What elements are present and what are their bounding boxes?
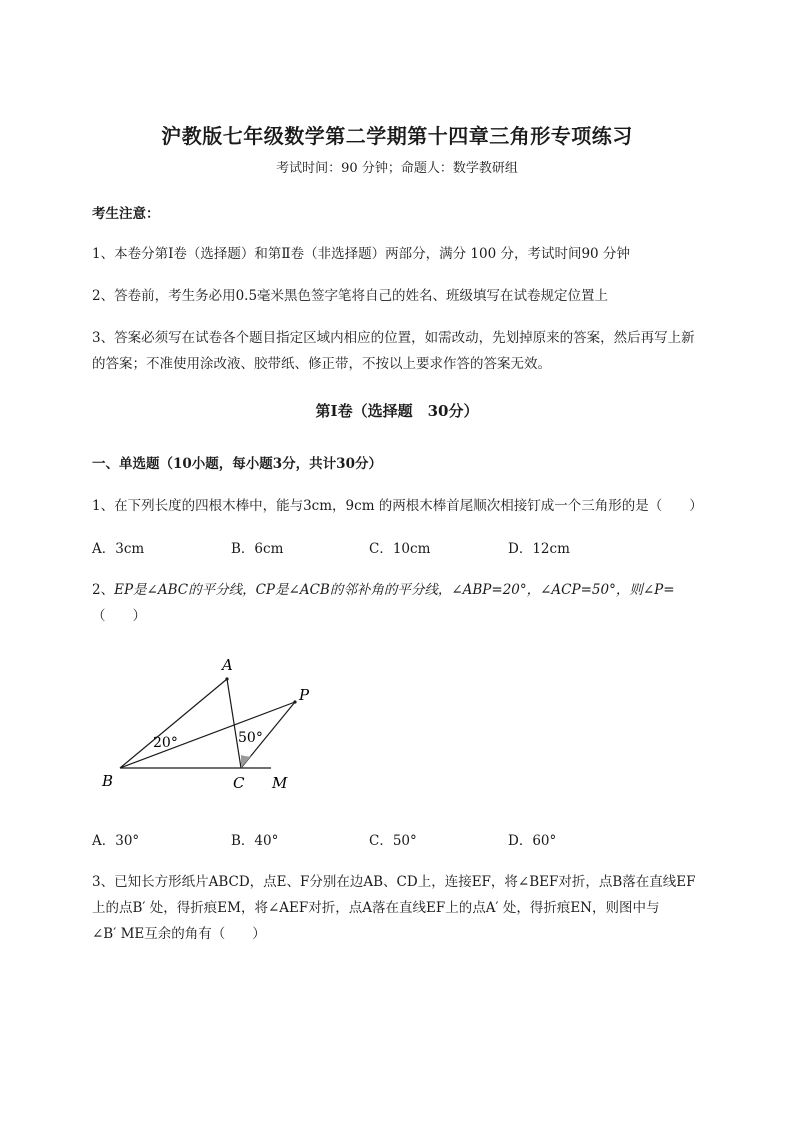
q2-option-c[interactable]: C．50°: [369, 833, 417, 849]
question-2-text: [92, 578, 675, 598]
note-item-3-cont: 的答案；不准使用涂改液、胶带纸、修正带，不按以上要求作答的答案无效。: [92, 356, 551, 372]
note-item-1: 1、本卷分第Ⅰ卷（选择题）和第Ⅱ卷（非选择题）两部分，满分 100 分，考试时间90 分钟: [92, 246, 630, 262]
label-a: A: [222, 656, 233, 674]
section-title: 第Ⅰ卷（选择题 30分）: [315, 402, 479, 420]
notes-heading: 考生注意：: [92, 206, 160, 222]
q2-number: 2、: [92, 582, 115, 598]
question-1-text: 1、在下列长度的四根木棒中，能与3cm，9cm 的两根木棒首尾顺次相接钉成一个三角形的是（ ）: [92, 498, 703, 514]
q2-statement: EP是∠ABC的平分线，CP是∠ACB的邻补角的平分线，∠ABP=20°，∠ACP=50°，则∠P=: [114, 582, 675, 598]
q1-option-b[interactable]: B．6cm: [231, 541, 284, 557]
question-2-blank: （ ）: [92, 608, 146, 624]
question-3-line-2: 上的点B′ 处，得折痕EM，将∠AEF对折，点A落在直线EF上的点A′ 处，得折痕EN，则图中与: [92, 900, 660, 916]
page-title: 沪教版七年级数学第二学期第十四章三角形专项练习: [161, 124, 633, 148]
angle-c-label: 50°: [238, 730, 263, 746]
part-heading: 一、单选题（10小题，每小题3分，共计30分）: [92, 456, 382, 472]
q2-option-b[interactable]: B．40°: [231, 833, 279, 849]
triangle-figure: [95, 650, 335, 800]
label-p: P: [299, 686, 310, 704]
q2-option-a[interactable]: A．30°: [92, 833, 140, 849]
question-3-line-1: 3、已知长方形纸片ABCD，点E、F分别在边AB、CD上，连接EF，将∠BEF对折，点B落在直线EF: [92, 874, 696, 890]
point-a: [225, 677, 228, 680]
q1-option-d[interactable]: D．12cm: [508, 541, 570, 557]
q1-option-c[interactable]: C．10cm: [369, 541, 431, 557]
point-p: [293, 700, 296, 703]
note-item-2: 2、答卷前，考生务必用0.5毫米黑色签字笔将自己的姓名、班级填写在试卷规定位置上: [92, 288, 609, 304]
angle-b-label: 20°: [153, 735, 178, 751]
segment-ba: [120, 679, 227, 768]
label-b: B: [102, 772, 114, 790]
label-c: C: [233, 774, 245, 792]
note-item-3: 3、答案必须写在试卷各个题目指定区域内相应的位置，如需改动，先划掉原来的答案，然后再写上新: [92, 330, 695, 346]
q1-option-a[interactable]: A．3cm: [92, 541, 145, 557]
exam-info: 考试时间：90 分钟；命题人：数学教研组: [276, 161, 518, 176]
question-3-line-3: ∠B′ ME互余的角有（ ）: [92, 926, 266, 942]
q2-option-d[interactable]: D．60°: [508, 833, 557, 849]
label-m: M: [272, 774, 288, 792]
